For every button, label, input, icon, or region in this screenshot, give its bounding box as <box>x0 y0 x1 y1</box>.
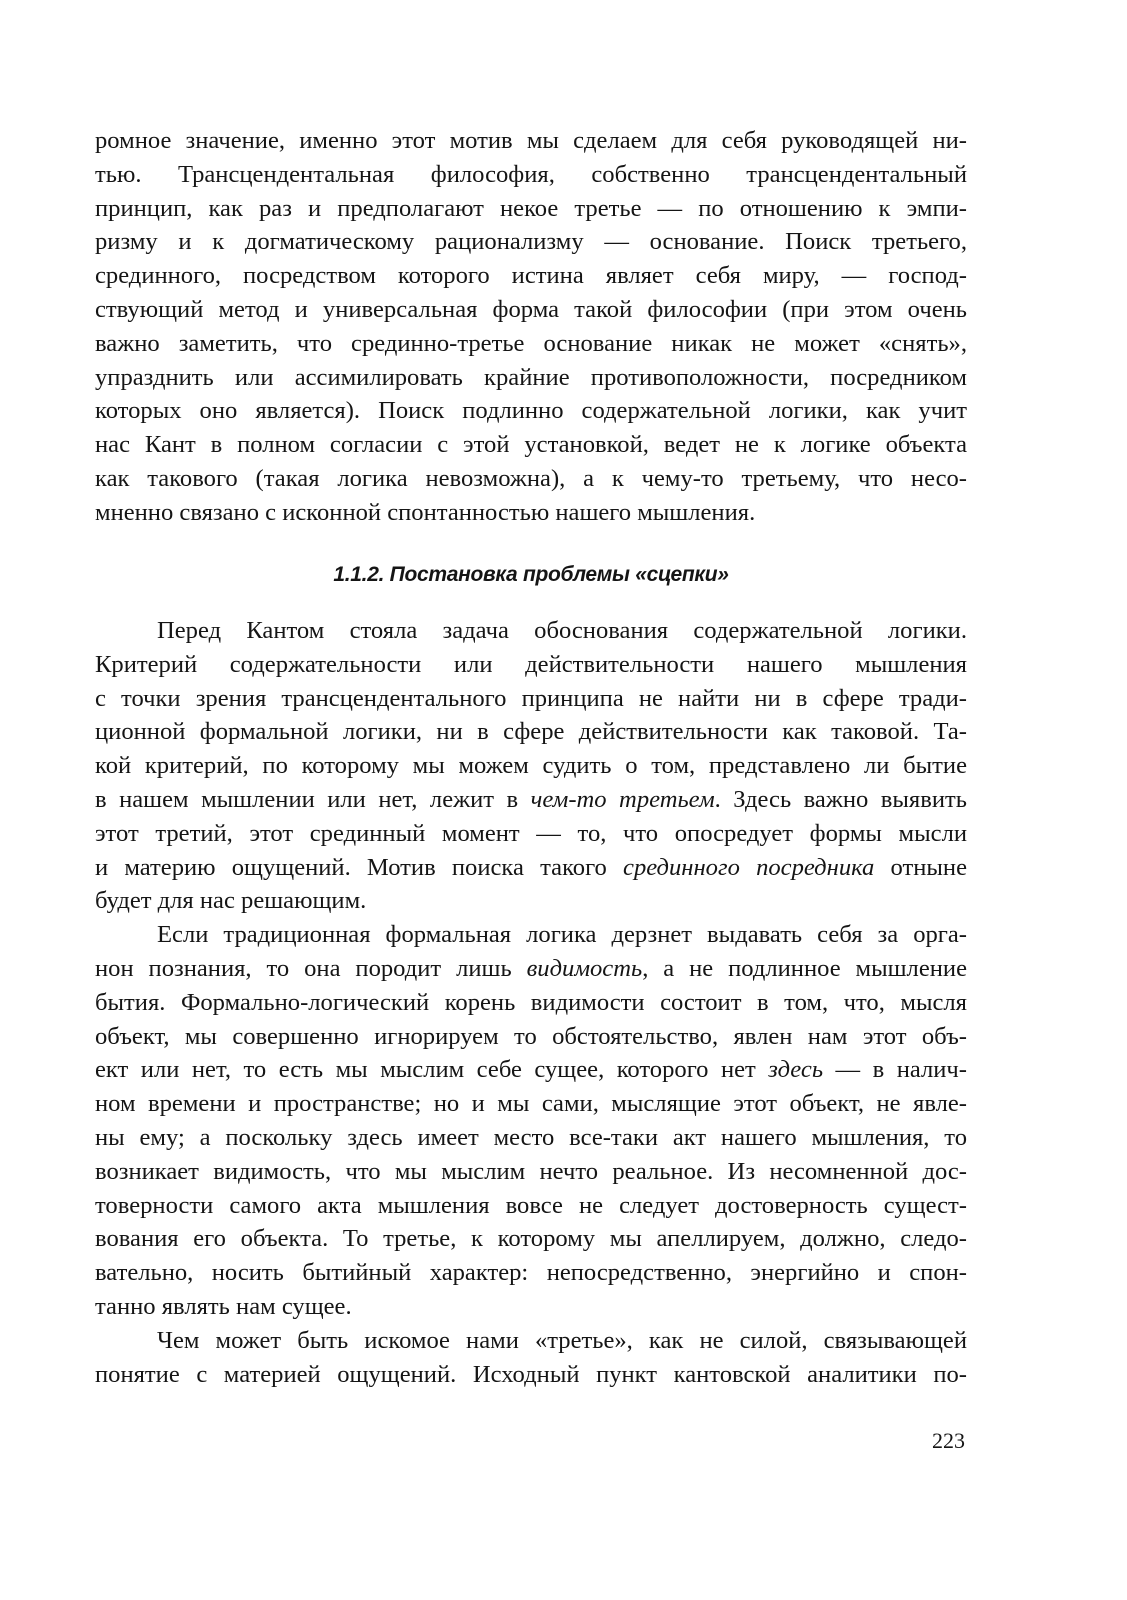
text-line: нас Кант в полном согласии с этой установкой, ведет не к логике объекта <box>95 431 967 459</box>
text-line: мненно связано с исконной спонтанностью нашего мышления. <box>95 498 756 526</box>
emphasis: здесь <box>768 1056 824 1084</box>
text-line: Перед Кантом стояла задача обоснования содержательной логики. <box>157 617 967 644</box>
text-line: Критерий содержательности или действительности нашего мышления <box>95 650 967 678</box>
text-line: Если традиционная формальная логика дерзнет выдавать себя за орга- <box>157 921 967 949</box>
text-line: вования его объекта. То третье, к которому мы апеллируем, должно, следо- <box>95 1225 967 1253</box>
text-run: и материю ощущений. Мотив поиска такого <box>95 853 624 881</box>
text-line: упразднить или ассимилировать крайние противоположности, посредником <box>95 363 967 391</box>
text-line: ционной формальной логики, ни в сфере действительности как таковой. Та- <box>95 718 967 746</box>
text-line: ромное значение, именно этот мотив мы сделаем для себя руководящей ни- <box>95 127 967 154</box>
text-line: с точки зрения трансцендентального принципа не найти ни в сфере тради- <box>95 684 967 712</box>
emphasis: видимость <box>526 954 643 982</box>
text-run: , а не подлинное мышление <box>642 954 967 982</box>
text-run: ект или нет, то есть мы мыслим себе сущее, которого нет <box>95 1056 769 1084</box>
text-line: важно заметить, что срединно-третье основание никак не может «снять», <box>95 329 967 357</box>
text-line: тью. Трансцендентальная философия, собственно трансцендентальный <box>95 160 967 188</box>
text-run: . Здесь важно выявить <box>714 785 967 813</box>
text-line <box>95 952 967 986</box>
text-line: будет для нас решающим. <box>95 887 367 915</box>
page-number: 223 <box>932 1428 965 1453</box>
text-run: — в налич- <box>823 1056 967 1084</box>
section-heading: 1.1.2. Постановка проблемы «сцепки» <box>333 563 729 586</box>
text-run: в нашем мышлении или нет, лежит в <box>95 785 531 813</box>
text-line: ризму и к догматическому рационализму — основание. Поиск третьего, <box>95 228 967 256</box>
paragraph-group <box>95 614 967 1391</box>
text-line: этот третий, этот срединный момент — то, что опосредует формы мысли <box>95 819 967 847</box>
text-line: принцип, как раз и предполагают некое третье — по отношению к эмпи- <box>95 194 967 222</box>
text-run: нон познания, то она породит лишь <box>95 954 527 982</box>
text-line: Чем может быть искомое нами «третье», как не силой, связывающей <box>157 1326 967 1354</box>
emphasis: чем-то третьем <box>530 785 715 813</box>
text-line <box>95 783 967 817</box>
paragraph-continued <box>95 124 967 530</box>
text-line: бытия. Формально-логический корень видимости состоит в том, что, мысля <box>95 988 967 1016</box>
text-line <box>95 851 967 885</box>
text-line: объект, мы совершенно игнорируем то обстоятельство, явлен нам этот объ- <box>95 1022 967 1050</box>
text-line: ствующий метод и универсальная форма такой философии (при этом очень <box>95 295 967 323</box>
text-line: товерности самого акта мышления вовсе не следует достоверность сущест- <box>95 1191 967 1219</box>
text-line: возникает видимость, что мы мыслим нечто реальное. Из несомненной дос- <box>95 1157 967 1185</box>
text-line: танно являть нам сущее. <box>95 1292 352 1320</box>
text-line: как такового (такая логика невозможна), а к чему-то третьему, что несо- <box>95 464 967 492</box>
text-line: ном времени и пространстве; но и мы сами, мыслящие этот объект, не явле- <box>95 1090 967 1118</box>
text-line <box>95 1053 967 1087</box>
emphasis: срединного посредника <box>623 853 875 881</box>
text-line: срединного, посредством которого истина являет себя миру, — господ- <box>95 262 967 290</box>
text-line: вательно, носить бытийный характер: непосредственно, энергийно и спон- <box>95 1259 967 1287</box>
text-run: отныне <box>874 853 967 881</box>
text-line: которых оно является). Поиск подлинно содержательной логики, как учит <box>95 397 967 425</box>
text-line: кой критерий, по которому мы можем судить о том, представлено ли бытие <box>95 752 967 780</box>
text-line: понятие с материей ощущений. Исходный пункт кантовской аналитики по- <box>95 1360 967 1388</box>
text-line: ны ему; а поскольку здесь имеет место все-таки акт нашего мышления, то <box>95 1123 967 1151</box>
